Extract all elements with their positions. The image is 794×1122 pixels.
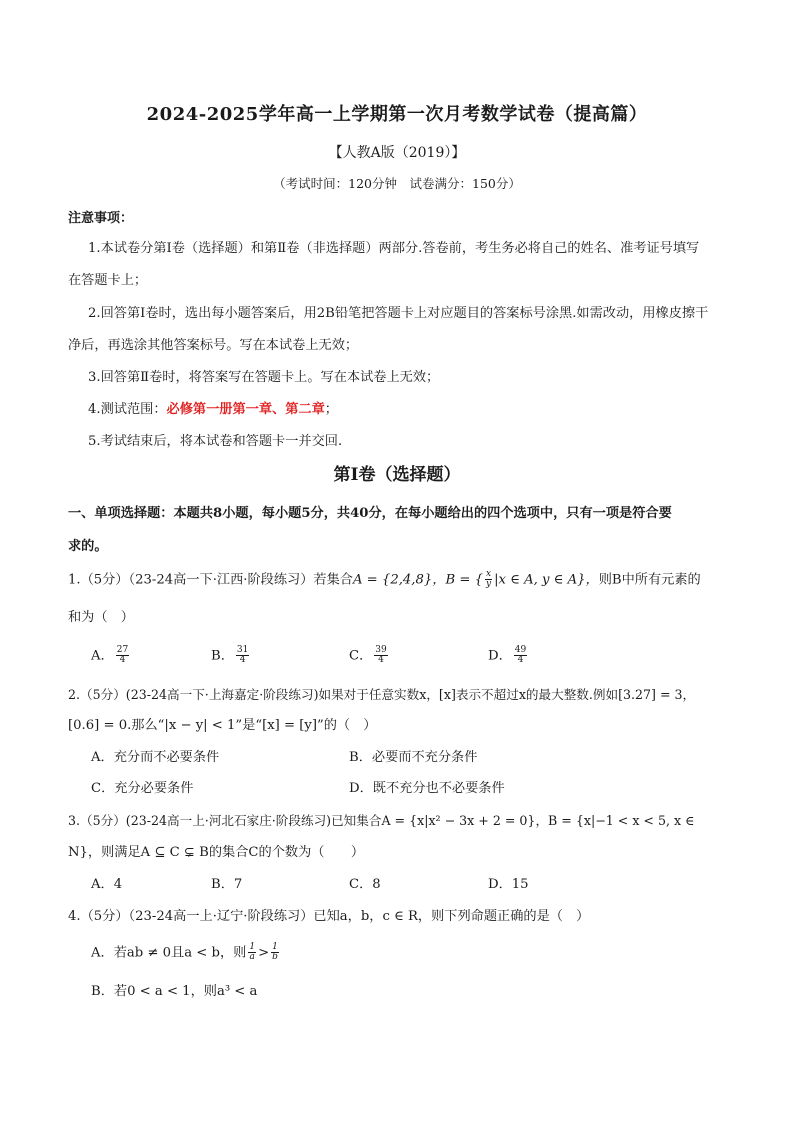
question-2-line-2: [0.6] = 0.那么“|x − y| < 1”是“[x] = [y]”的（ ） — [68, 718, 377, 733]
q1-option-d-label: D． — [488, 648, 512, 664]
notice-item-4 — [88, 401, 338, 419]
notice-item-3: 3.回答第Ⅱ卷时，将答案写在答题卡上。写在本试卷上无效； — [88, 370, 440, 385]
q2-option-a: A．充分而不必要条件 — [91, 750, 220, 765]
q4-frac1-numerator: 1 — [249, 942, 256, 952]
q4-option-a — [91, 943, 281, 963]
section-instructions-line-1: 一、单项选择题：本题共8小题，每小题5分，共40分，在每小题给出的四个选项中，只有一项是符合要 — [68, 506, 672, 521]
notice-item-4-suffix: ； — [324, 402, 338, 417]
q1-set-b-right: |x ∈ A, y ∈ A}， — [494, 572, 599, 588]
notice-heading: 注意事项： — [68, 211, 134, 226]
q1-option-d-numerator: 49 — [514, 645, 527, 655]
notice-item-1-line-1: 1.本试卷分第Ⅰ卷（选择题）和第Ⅱ卷（非选择题）两部分.答卷前，考生务必将自己的姓名、准考证号填写 — [88, 241, 700, 256]
q1-option-b-fraction — [236, 646, 249, 666]
q1-option-c — [349, 646, 390, 666]
q1-option-a-denominator: 4 — [119, 655, 126, 666]
q4-option-a-prefix: A．若ab ≠ 0且a < b，则 — [91, 945, 247, 961]
q1-option-a-fraction — [116, 646, 129, 666]
q1-option-d-fraction — [514, 646, 527, 666]
notice-item-4-prefix: 4.测试范围： — [88, 402, 167, 417]
q4-option-a-gt: > — [258, 945, 270, 961]
page-title: 2024-2025学年高一上学期第一次月考数学试卷（提高篇） — [146, 104, 648, 125]
notice-item-5: 5.考试结束后，将本试卷和答题卡一并交回. — [88, 434, 343, 449]
q2-option-c: C．充分必要条件 — [91, 781, 194, 796]
exam-info: （考试时间：120分钟 试卷满分：150分） — [273, 176, 521, 191]
notice-item-2-line-2: 净后，再选涂其他答案标号。写在本试卷上无效； — [68, 338, 359, 353]
q1-option-d — [488, 646, 529, 666]
question-3-line-1: 3.（5分）(23-24高一上·河北石家庄·阶段练习)已知集合A = {x|x² − 3x + 2 = 0}，B = {x|−1 < x < 5, x ∈ — [68, 813, 695, 828]
question-4-line-1: 4.（5分）（23-24高一上·辽宁·阶段练习）已知a，b，c ∈ R，则下列命题正确的是（ ） — [68, 909, 590, 924]
q4-option-b: B．若0 < a < 1，则a³ < a — [91, 984, 258, 999]
q3-option-b: B．7 — [211, 877, 243, 892]
q1-option-a — [91, 646, 131, 666]
q1-set-b-left: B = { — [445, 572, 483, 588]
q1-option-b-denominator: 4 — [239, 655, 246, 666]
notice-item-1-line-2: 在答题卡上； — [68, 273, 148, 288]
question-1-line-2: 和为（ ） — [68, 610, 134, 625]
q4-frac2-denominator: b — [272, 952, 278, 963]
q1-fraction — [485, 570, 492, 590]
q1-option-d-denominator: 4 — [517, 655, 524, 666]
q4-frac1-denominator: a — [249, 952, 255, 963]
q1-option-b-numerator: 31 — [236, 645, 249, 655]
q3-option-d: D．15 — [488, 877, 529, 892]
notice-item-2-line-1: 2.回答第Ⅰ卷时，选出每小题答案后，用2B铅笔把答题卡上对应题目的答案标号涂黑.如需改动，用橡皮擦干 — [88, 306, 709, 321]
q1-option-b-label: B． — [211, 648, 234, 664]
section-instructions-line-2: 求的。 — [68, 539, 108, 554]
q1-tail: 则B中所有元素的 — [598, 572, 701, 588]
q1-option-b — [211, 646, 251, 666]
question-3-line-2: N}，则满足A ⊆ C ⊊ B的集合C的个数为（ ） — [68, 845, 365, 860]
section-title: 第I卷（选择题） — [333, 465, 461, 485]
q1-option-c-fraction — [374, 646, 387, 666]
question-2-line-1: 2.（5分）(23-24高一下·上海嘉定·阶段练习)如果对于任意实数x，[x]表示不超过x的最大整数.例如[3.27] = 3， — [68, 687, 696, 702]
q1-prefix: 1.（5分）（23-24高一下·江西·阶段练习）若集合 — [68, 572, 353, 588]
q2-option-b: B．必要而不充分条件 — [349, 750, 478, 765]
q4-option-a-fraction-1 — [248, 943, 256, 963]
q4-frac2-numerator: 1 — [272, 942, 278, 952]
q1-option-a-label: A． — [91, 648, 114, 664]
q1-set-a: A = {2,4,8}， — [352, 572, 446, 588]
test-scope-highlight: 必修第一册第一章、第二章 — [166, 402, 325, 417]
q1-option-a-numerator: 27 — [116, 645, 129, 655]
q2-option-d: D．既不充分也不必要条件 — [349, 781, 505, 796]
q1-fraction-numerator: x — [485, 569, 492, 579]
page-subtitle: 【人教A版（2019）】 — [328, 145, 466, 161]
q1-option-c-label: C． — [349, 648, 373, 664]
question-1-line-1 — [68, 570, 701, 590]
q4-option-a-fraction-2 — [271, 943, 279, 963]
q1-fraction-denominator: y — [485, 579, 492, 590]
q3-option-c: C．8 — [349, 877, 381, 892]
q1-option-c-denominator: 4 — [378, 655, 384, 666]
q1-option-c-numerator: 39 — [375, 645, 387, 655]
q3-option-a: A．4 — [91, 877, 123, 892]
